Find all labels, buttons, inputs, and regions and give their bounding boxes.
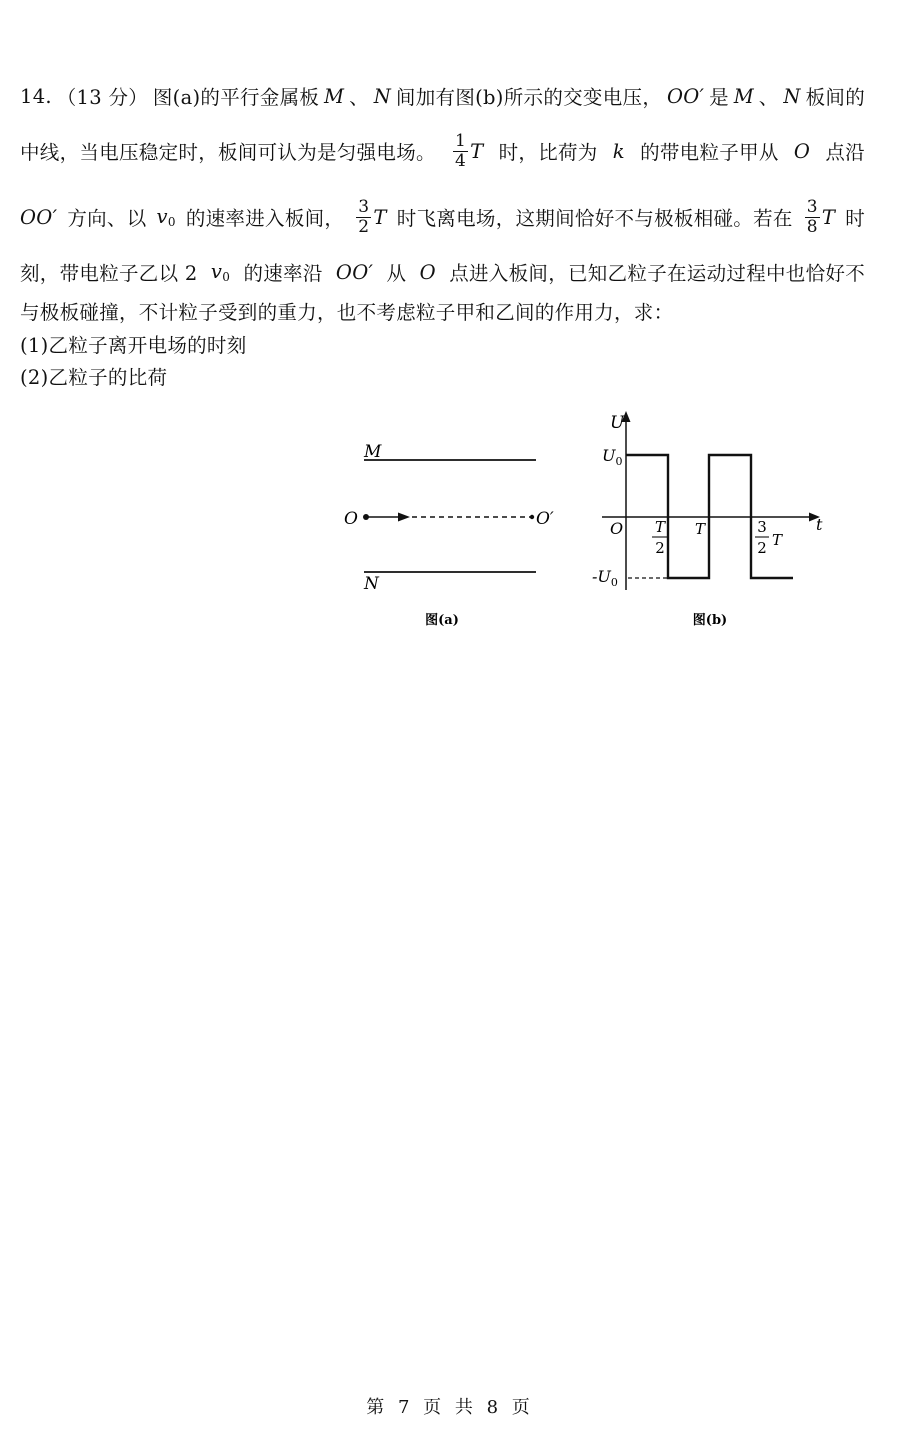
tick-3half-T-den: 2 [757,539,767,557]
label-N: N [364,574,379,594]
fraction-1-4: $\frac{1}{4}$ [454,130,467,171]
tick-T: T [694,520,706,538]
problem-score: （13 分） [56,86,149,109]
tick-half-T-num: T [654,518,666,536]
origin-label: O [610,519,624,538]
page-footer: 第 7 页 共 8 页 [366,1397,534,1418]
problem-line-1: 14. （13 分） 图(a)的平行金属板 M 、 N 间加有图(b)所示的交变电压， OO′ 是 M 、 N 板间的 [20,74,865,118]
velocity-arrow-head [398,513,410,522]
problem-line-5: 与极板碰撞，不计粒子受到的重力，也不考虑粒子甲和乙间的作用力，求： [20,301,674,324]
label-O: O [344,509,358,529]
label-O-prime: O′ [536,509,554,529]
tick-half-T-den: 2 [655,539,665,557]
problem-line-2: 中线，当电压稳定时，板间可认为是匀强电场。 $\frac{1}{4}$ T 时，比荷为 k 的带电粒子甲从 O 点沿 [20,130,865,171]
figures [330,400,850,640]
tick-3half-T-num: 3 [757,518,767,536]
caption-b: 图(b) [692,613,728,628]
problem-line-4: 刻，带电粒子乙以 2 $v_0$ 的速率沿 OO′ 从 O 点进入板间，已知乙粒子在运动过程中也恰好不 [20,260,865,285]
fraction-3-8: $\frac{3}{8}$ [806,196,818,237]
tick-3half-T-T: T [772,531,783,549]
axis-label-U: U [610,413,625,433]
label-neg-U0: $-U_0$ [592,567,618,589]
question-2: (2)乙粒子的比荷 [20,366,168,389]
figure-b [592,411,823,628]
problem-number: 14. [20,84,52,108]
label-U0: $U_0$ [602,446,623,468]
fraction-3-2: $\frac{3}{2}$ [358,196,370,237]
problem-line-3: OO′ 方向、以 $v_0$ 的速率进入板间， $\frac{3}{2}$ T 时飞离电场，这期间恰好不与极板相碰。若在 $\frac{3}{8}$ T 时 [20,196,865,237]
axis-label-t: t [816,515,823,534]
problem-14 [20,74,865,392]
point-O-prime [530,515,534,519]
figure-a [344,442,554,628]
caption-a: 图(a) [425,613,459,628]
question-1: (1)乙粒子离开电场的时刻 [20,334,247,357]
figures-svg [330,400,850,640]
label-M: M [364,442,382,462]
